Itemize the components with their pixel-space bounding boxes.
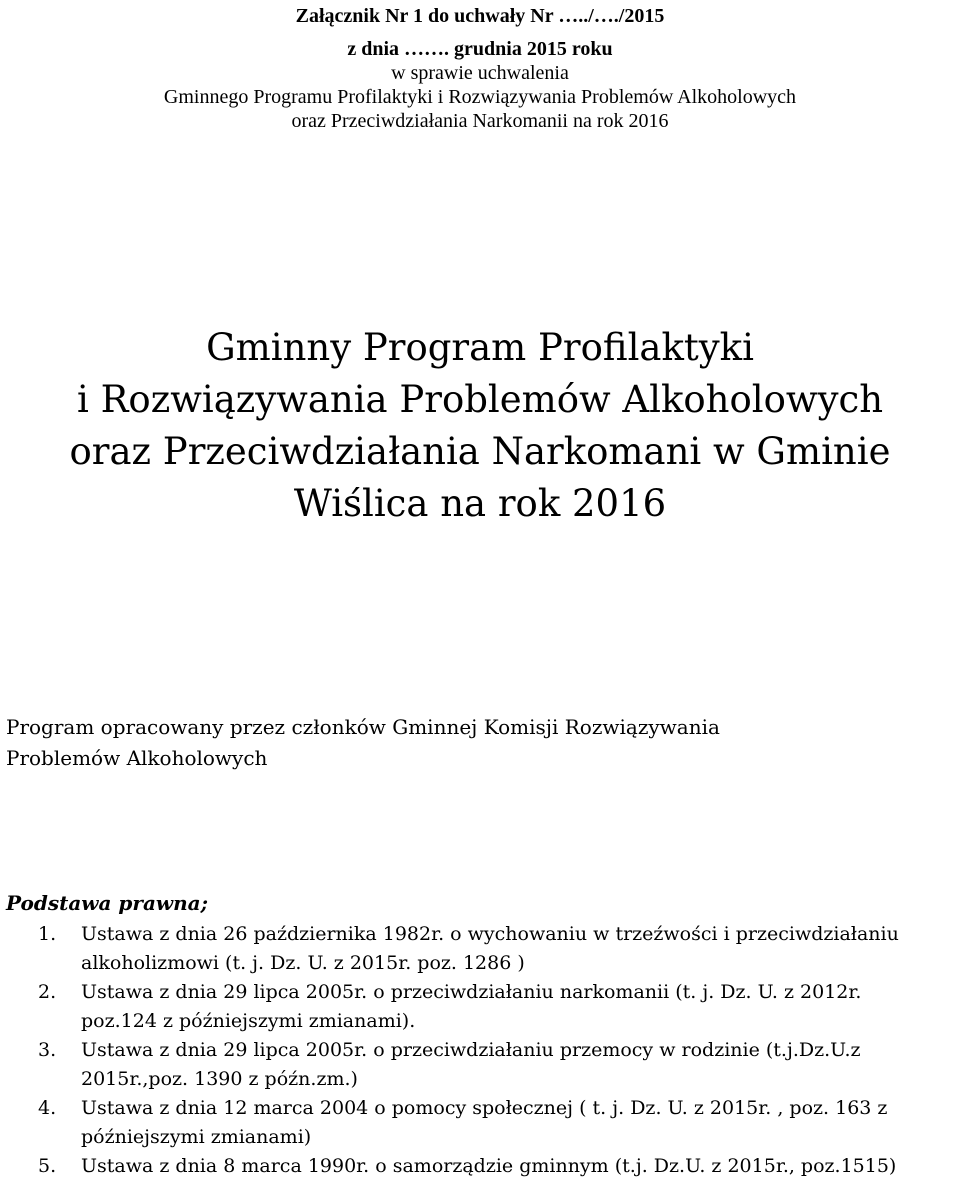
prepared-by-note [6,712,946,774]
item-text-line-2: późniejszymi zmianami) [81,1126,312,1148]
item-text-line-2: alkoholizmowi (t. j. Dz. U. z 2015r. poz. 1286 ) [81,952,525,974]
legal-basis-list [6,920,956,1181]
legal-basis-item [6,1036,956,1094]
title-line-2: i Rozwiązywania Problemów Alkoholowych [76,378,884,421]
legal-basis-heading: Podstawa prawna; [6,891,209,915]
legal-basis-item [6,1152,956,1181]
resolution-subject: w sprawie uchwalenia [391,62,569,84]
legal-basis-item [6,1094,956,1152]
item-number: 5. [38,1155,57,1177]
item-number: 3. [38,1039,57,1061]
item-text-line-2: 2015r.,poz. 1390 z późn.zm.) [81,1068,358,1090]
item-text-line-1: Ustawa z dnia 8 marca 1990r. o samorządzie gminnym (t.j. Dz.U. z 2015r., poz.1515) [81,1155,897,1177]
resolution-header [0,4,960,133]
title-line-3: oraz Przeciwdziałania Narkomani w Gminie [69,430,891,473]
item-text-line-1: Ustawa z dnia 29 lipca 2005r. o przeciwdziałaniu narkomanii (t. j. Dz. U. z 2012r. [81,981,862,1003]
prepared-by-line-1: Program opracowany przez członków Gminnej Komisji Rozwiązywania [6,715,720,739]
document-title [0,322,960,530]
item-number: 4. [38,1097,57,1119]
annex-number: Załącznik Nr 1 do uchwały Nr …../…./2015 [295,5,665,27]
resolution-date: z dnia ……. grudnia 2015 roku [347,38,613,60]
item-text-line-1: Ustawa z dnia 26 października 1982r. o wychowaniu w trzeźwości i przeciwdziałaniu [81,923,899,945]
item-text-line-1: Ustawa z dnia 12 marca 2004 o pomocy społecznej ( t. j. Dz. U. z 2015r. , poz. 163 z [81,1097,888,1119]
item-number: 1. [38,923,57,945]
resolution-program-name: Gminnego Programu Profilaktyki i Rozwiązywania Problemów Alkoholowych [163,86,797,108]
title-line-1: Gminny Program Profilaktyki [206,326,754,369]
resolution-program-name-cont: oraz Przeciwdziałania Narkomanii na rok 2016 [291,110,669,132]
title-line-4: Wiślica na rok 2016 [293,482,667,525]
item-number: 2. [38,981,57,1003]
legal-basis-item [6,920,956,978]
prepared-by-line-2: Problemów Alkoholowych [6,746,268,770]
item-text-line-1: Ustawa z dnia 29 lipca 2005r. o przeciwdziałaniu przemocy w rodzinie (t.j.Dz.U.z [81,1039,861,1061]
item-text-line-2: poz.124 z późniejszymi zmianami). [81,1010,416,1032]
legal-basis-item [6,978,956,1036]
